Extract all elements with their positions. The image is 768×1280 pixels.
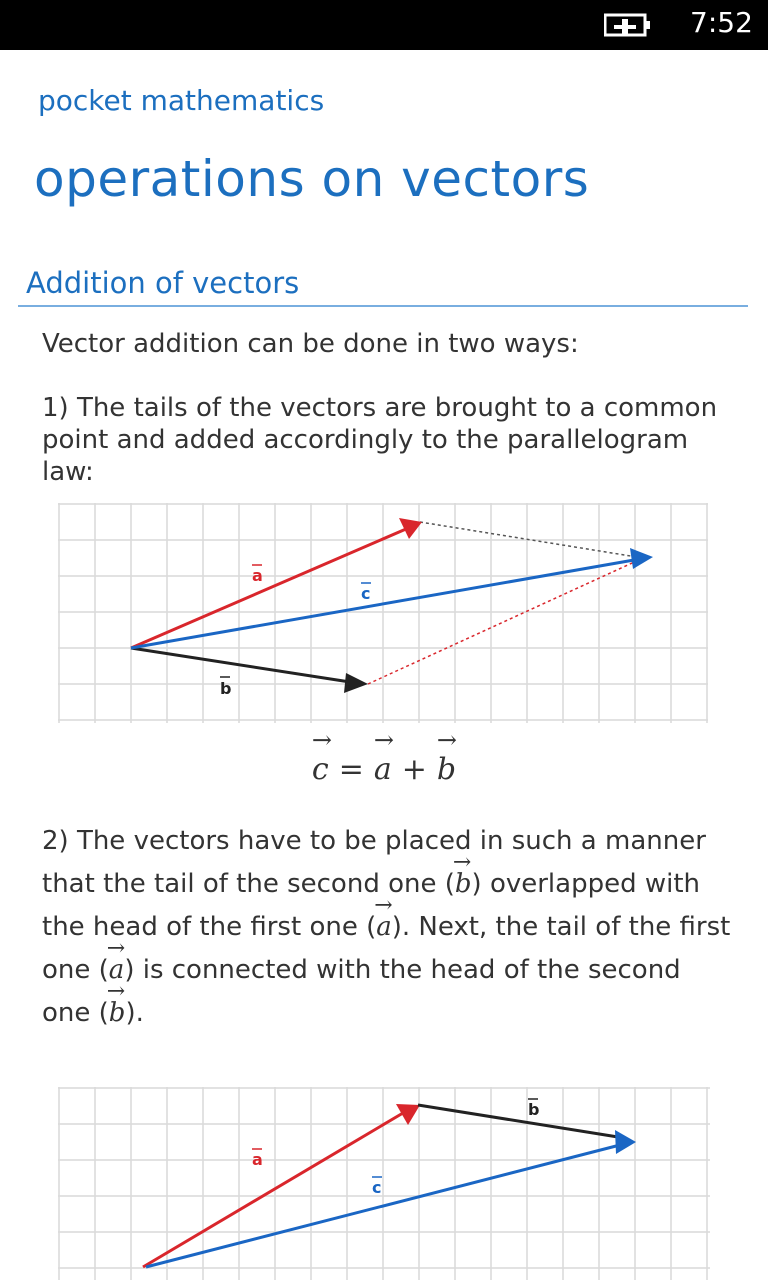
svg-text:a: a (252, 1150, 263, 1169)
label-b (220, 677, 231, 698)
svg-text:c: c (372, 1178, 382, 1197)
label-c (361, 583, 371, 603)
method-one-text: 1) The tails of the vectors are brought to a common point and added accordingly to the parallelogram law: (42, 393, 718, 487)
vector-a (131, 518, 422, 648)
app-title: pocket mathematics (38, 84, 325, 117)
page-title: operations on vectors (34, 150, 590, 208)
vector-sum-formula: → c =→ a +→ b (0, 752, 768, 787)
method-two-text: 2) The vectors have to be placed in such a manner that the tail of the second one (→ b) overlapped with the head of the first one (→ a). Next, the tail of the first one (→ a) is connected with the head of the second one (→ b). (42, 820, 732, 1035)
section-divider (18, 305, 748, 307)
label-a (252, 565, 263, 585)
svg-text:c: c (361, 584, 371, 603)
label-a (252, 1149, 263, 1169)
dotted-completion-b (368, 558, 643, 684)
grid (58, 503, 708, 723)
vector-c (131, 548, 653, 648)
section-title: Addition of vectors (26, 266, 300, 300)
svg-text:a: a (252, 566, 263, 585)
intro-text: Vector addition can be done in two ways: (42, 329, 579, 359)
battery-charging-icon (604, 12, 652, 38)
parallelogram-diagram (58, 503, 708, 723)
svg-text:b: b (220, 679, 232, 698)
label-c (372, 1177, 382, 1197)
status-time: 7:52 (690, 6, 753, 39)
grid (58, 1087, 710, 1280)
svg-text:b: b (528, 1100, 540, 1119)
label-b (528, 1099, 539, 1119)
triangle-diagram (58, 1087, 710, 1280)
vector-b (418, 1105, 618, 1137)
status-bar (0, 0, 768, 50)
